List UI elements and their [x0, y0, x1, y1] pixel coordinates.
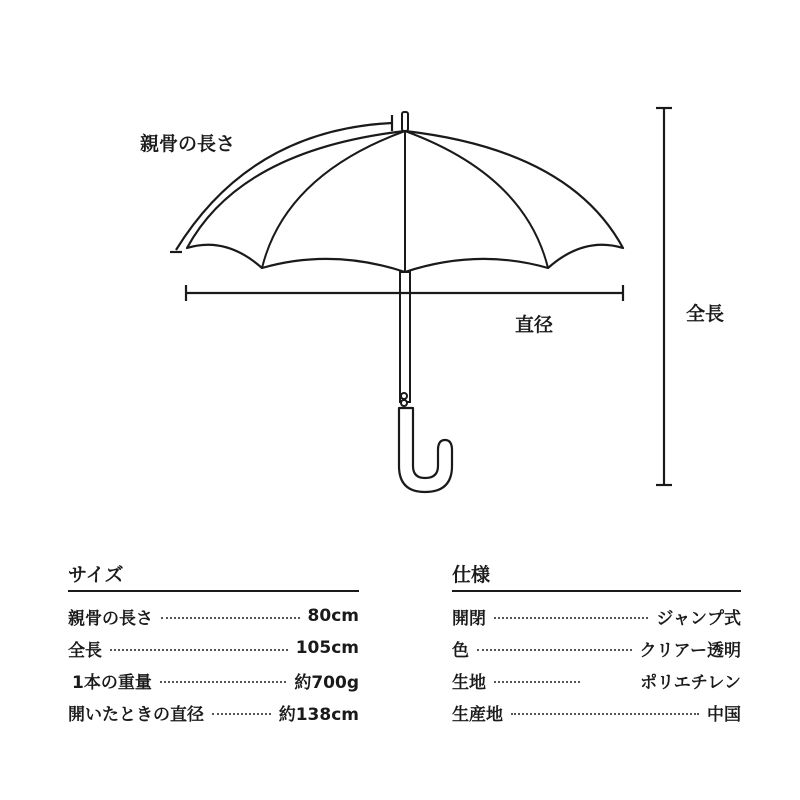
- spec-row: [68, 664, 359, 696]
- row-label: 開いたときの直径: [68, 704, 204, 725]
- row-label: 色: [452, 640, 469, 661]
- row-value: 中国: [707, 704, 741, 725]
- dotted-leader: [212, 713, 271, 715]
- dotted-leader: [511, 713, 699, 715]
- row-value: 105cm: [295, 638, 359, 658]
- spec-row: [452, 632, 741, 664]
- dotted-leader: [494, 617, 648, 619]
- umbrella-tip: [402, 112, 408, 131]
- spec-row: [68, 696, 359, 728]
- rib-length-label: 親骨の長さ: [140, 133, 236, 155]
- spec-row: [452, 696, 741, 728]
- row-value: 約138cm: [278, 704, 359, 725]
- row-label: 親骨の長さ: [68, 608, 153, 629]
- row-value: 約700g: [294, 672, 359, 693]
- row-value: クリアー透明: [639, 640, 741, 661]
- umbrella-handle: [399, 408, 452, 492]
- spec-row: [452, 664, 741, 696]
- row-label: 生地: [452, 672, 486, 693]
- spec-section: [452, 560, 741, 728]
- total-length-label: 全長: [686, 303, 725, 325]
- dotted-leader: [161, 617, 300, 619]
- row-label: 1本の重量: [72, 672, 152, 693]
- row-label: 全長: [68, 640, 102, 661]
- spec-section-title: 仕様: [452, 564, 491, 586]
- size-section-title: サイズ: [68, 564, 124, 586]
- row-label: 生産地: [452, 704, 503, 725]
- row-value: ポリエチレン: [640, 672, 741, 693]
- row-value: ジャンプ式: [656, 608, 741, 629]
- size-section-divider: [68, 590, 359, 592]
- spec-row: [452, 600, 741, 632]
- dotted-leader: [160, 681, 287, 683]
- dotted-leader: [477, 649, 632, 651]
- dotted-leader: [110, 649, 288, 651]
- size-section: [68, 560, 359, 728]
- dotted-leader: [494, 681, 580, 683]
- total-length-dimension: [656, 108, 672, 485]
- diameter-label: 直径: [515, 314, 554, 336]
- spec-row: [68, 600, 359, 632]
- spec-section-divider: [452, 590, 741, 592]
- row-value: 80cm: [307, 606, 359, 626]
- row-label: 開閉: [452, 608, 486, 629]
- spec-row: [68, 632, 359, 664]
